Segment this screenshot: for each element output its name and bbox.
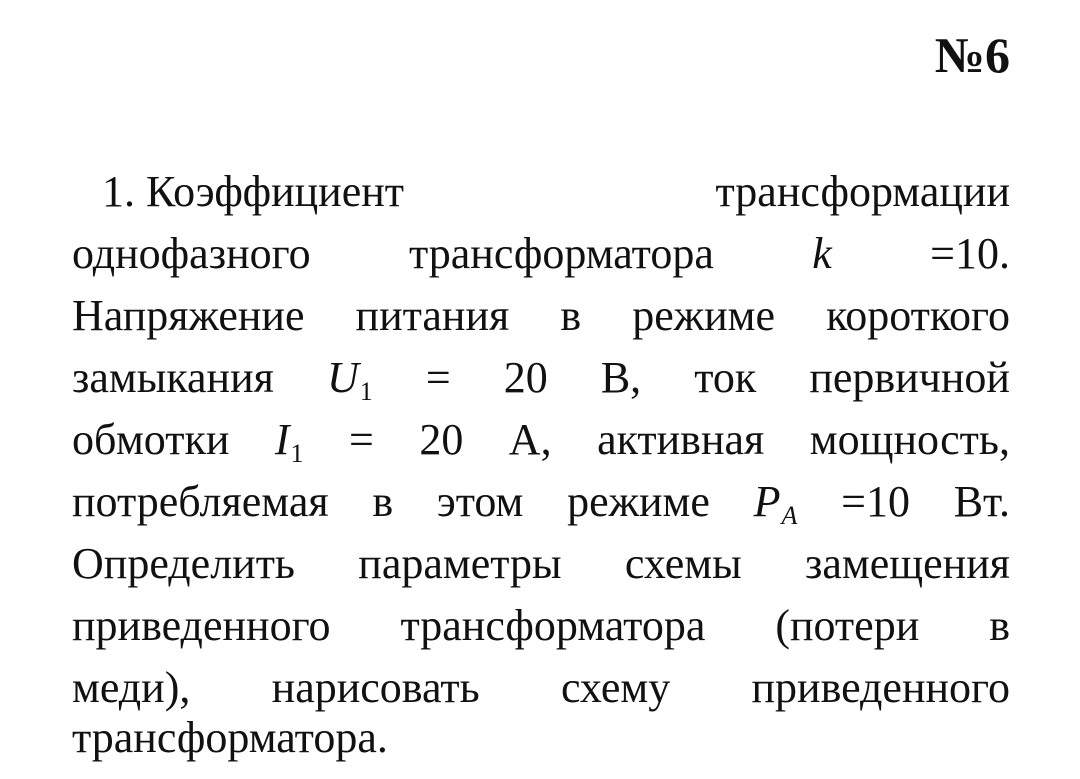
word: этом <box>436 477 524 526</box>
word: трансформатора <box>408 229 714 278</box>
task-line-4 <box>72 353 1010 406</box>
task-line-5 <box>72 415 1010 468</box>
word: параметры <box>358 539 562 588</box>
word: потребляемая <box>72 477 329 526</box>
word: меди), <box>72 663 191 712</box>
word: приведенного <box>72 601 331 650</box>
equals-sign: = <box>425 353 451 402</box>
task-line-6 <box>72 477 1010 530</box>
value-P: =10 <box>841 477 910 526</box>
task-item-lead <box>72 167 405 216</box>
value-k: =10. <box>930 229 1010 278</box>
word: Коэффициент <box>146 167 405 216</box>
word: первичной <box>809 353 1010 402</box>
variable-k: k <box>812 229 832 278</box>
variable-P: P <box>753 477 781 526</box>
unit-U: В, <box>600 353 642 402</box>
subscript-1: 1 <box>290 439 304 468</box>
word: короткого <box>826 291 1010 340</box>
task-line-10 <box>72 713 1010 762</box>
word: активная <box>597 415 765 464</box>
word: трансформации <box>715 167 1010 216</box>
variable-I1 <box>274 415 304 468</box>
word: нарисовать <box>271 663 480 712</box>
word: схему <box>560 663 671 712</box>
word: приведенного <box>751 663 1010 712</box>
word: в <box>560 291 582 340</box>
task-line-1 <box>72 167 1010 216</box>
word: трансформатора. <box>72 713 388 762</box>
unit-I: А, <box>508 415 552 464</box>
problem-number: №6 <box>934 27 1010 83</box>
word: замыкания <box>72 353 274 402</box>
task-line-9 <box>72 663 1010 712</box>
word: в <box>989 601 1010 650</box>
subscript-A: A <box>781 501 798 530</box>
item-number: 1. <box>102 167 135 216</box>
word: в <box>372 477 394 526</box>
equals-sign: = <box>349 415 374 464</box>
subscript-1: 1 <box>359 377 373 406</box>
word: (потери <box>775 601 920 650</box>
task-line-7 <box>72 539 1010 588</box>
word: режиме <box>632 291 776 340</box>
word: однофазного <box>72 229 311 278</box>
task-line-3 <box>72 291 1010 340</box>
task-line-8 <box>72 601 1010 650</box>
word: трансформатора <box>400 601 706 650</box>
value-U: 20 <box>503 353 548 402</box>
word: схемы <box>624 539 742 588</box>
variable-PA <box>753 477 798 530</box>
value-I: 20 <box>419 415 464 464</box>
word: Определить <box>72 539 295 588</box>
word: режиме <box>567 477 710 526</box>
variable-U1 <box>326 353 373 406</box>
unit-P: Вт. <box>953 477 1010 526</box>
word: питания <box>355 291 510 340</box>
word: ток <box>694 353 757 402</box>
word: обмотки <box>72 415 230 464</box>
variable-U: U <box>326 353 359 402</box>
task-line-2 <box>72 229 1010 278</box>
word: Напряжение <box>72 291 305 340</box>
word: мощность, <box>809 415 1010 464</box>
variable-I: I <box>274 415 290 464</box>
word: замещения <box>804 539 1010 588</box>
